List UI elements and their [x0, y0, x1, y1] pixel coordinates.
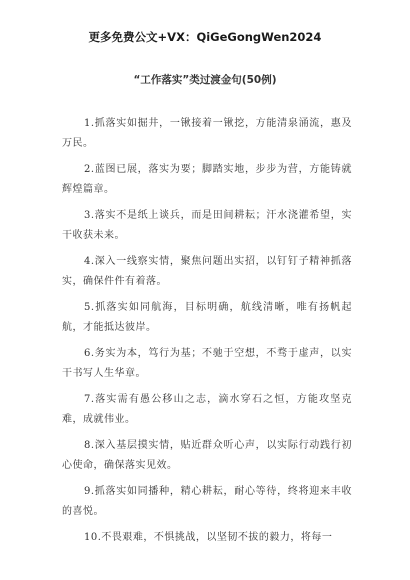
paragraph-4: 4.深入一线察实情，聚焦问题出实招，以钉钉子精神抓落实，确保件件有着落。 — [62, 256, 352, 287]
document-body — [62, 114, 352, 554]
paragraph-6: 6.务实为本，笃行为基；不驰于空想，不骛于虚声，以实干书写人生华章。 — [62, 348, 352, 379]
document-title: “工作落实”类过渡金句(50例) — [133, 74, 277, 86]
paragraph-1: 1.抓落实如掘井，一锹接着一锹挖，方能清泉涌流，惠及万民。 — [62, 118, 352, 149]
paragraph-7: 7.落实需有愚公移山之志，滴水穿石之恒，方能攻坚克难，成就伟业。 — [62, 394, 352, 425]
paragraph-8: 8.深入基层摸实情，贴近群众听心声，以实际行动践行初心使命，确保落实见效。 — [62, 440, 352, 471]
paragraph-10: 10.不畏艰难，不惧挑战，以坚韧不拔的毅力，将每一 — [84, 532, 333, 543]
paragraph-5: 5.抓落实如同航海，目标明确，航线清晰，唯有扬帆起航，才能抵达彼岸。 — [62, 302, 352, 333]
header-text: 更多免费公文+VX：QiGeGongWen2024 — [88, 30, 322, 44]
paragraph-9: 9.抓落实如同播种，精心耕耘，耐心等待，终将迎来丰收的喜悦。 — [62, 486, 352, 517]
paragraph-3: 3.落实不是纸上谈兵，而是田间耕耘；汗水浇灌希望，实干收获未来。 — [62, 210, 352, 241]
paragraph-2: 2.蓝图已展，落实为要；脚踏实地，步步为营，方能铸就辉煌篇章。 — [62, 164, 352, 195]
